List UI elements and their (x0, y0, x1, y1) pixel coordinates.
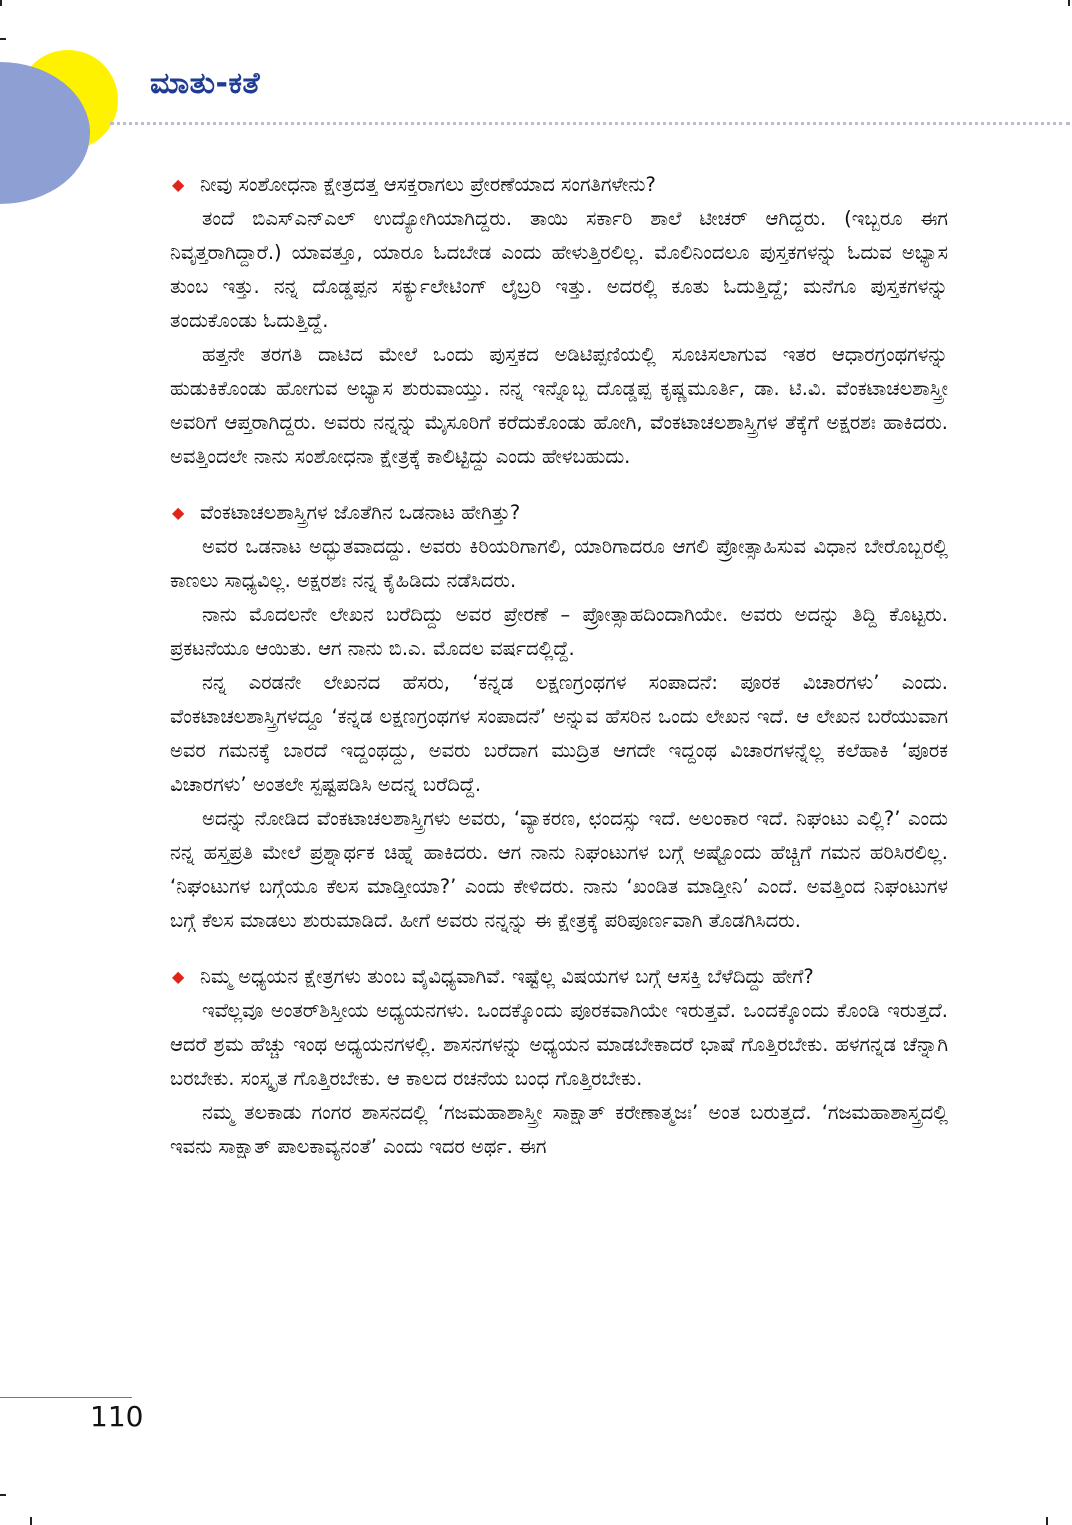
question-1 (170, 168, 948, 202)
qa-section-1 (170, 168, 948, 474)
qa-section-2 (170, 496, 948, 938)
answer-paragraph: ನನ್ನ ಎರಡನೇ ಲೇಖನದ ಹೆಸರು, ‘ಕನ್ನಡ ಲಕ್ಷಣಗ್ರಂಥಗಳ ಸಂಪಾದನೆ: ಪೂರಕ ವಿಚಾರಗಳು’ ಎಂದು. ವೆಂಕಟಾಚಲಶಾಸ್ತ್ರಿಗಳದ್ದೂ ‘ಕನ್ನಡ ಲಕ್ಷಣಗ್ರಂಥಗಳ ಸಂಪಾದನೆ’ ಅನ್ನುವ ಹೆಸರಿನ ಒಂದು ಲೇಖನ ಇದೆ. ಆ ಲೇಖನ ಬರೆಯುವಾಗ ಅವರ ಗಮನಕ್ಕೆ ಬಾರದೆ ಇದ್ದಂಥದ್ದು, ಅವರು ಬರೆದಾಗ ಮುದ್ರಿತ ಆಗದೇ ಇದ್ದಂಥ ವಿಚಾರಗಳನ್ನೆಲ್ಲ ಕಲೆಹಾಕಿ ‘ಪೂರಕ ವಿಚಾರಗಳು’ ಅಂತಲೇ ಸ್ಪಷ್ಟಪಡಿಸಿ ಅದನ್ನ ಬರೆದಿದ್ದೆ. (170, 671, 948, 796)
crop-mark-top-right (1068, 0, 1070, 6)
answer-paragraph: ಇವೆಲ್ಲವೂ ಅಂತರ್‌ಶಿಸ್ತೀಯ ಅಧ್ಯಯನಗಳು. ಒಂದಕ್ಕೊಂದು ಪೂರಕವಾಗಿಯೇ ಇರುತ್ತವೆ. ಒಂದಕ್ಕೊಂದು ಕೊಂಡಿ ಇರುತ್ತದೆ. ಆದರೆ ಶ್ರಮ ಹೆಚ್ಚು ಇಂಥ ಅಧ್ಯಯನಗಳಲ್ಲಿ. ಶಾಸನಗಳನ್ನು ಅಧ್ಯಯನ ಮಾಡಬೇಕಾದರೆ ಭಾಷೆ ಗೊತ್ತಿರಬೇಕು. ಹಳಗನ್ನಡ ಚೆನ್ನಾಗಿ ಬರಬೇಕು. ಸಂಸ್ಕೃತ ಗೊತ್ತಿರಬೇಕು. ಆ ಕಾಲದ ರಚನೆಯ ಬಂಧ ಗೊತ್ತಿರಬೇಕು. (170, 999, 948, 1090)
page-number-rule (0, 1397, 132, 1398)
question-3 (170, 960, 948, 994)
answer-paragraph: ಅವರ ಒಡನಾಟ ಅದ್ಭುತವಾದದ್ದು. ಅವರು ಕಿರಿಯರಿಗಾಗಲಿ, ಯಾರಿಗಾದರೂ ಆಗಲಿ ಪ್ರೋತ್ಸಾಹಿಸುವ ವಿಧಾನ ಬೇರೊಬ್ಬರಲ್ಲಿ ಕಾಣಲು ಸಾಧ್ಯವಿಲ್ಲ. ಅಕ್ಷರಶಃ ನನ್ನ ಕೈಹಿಡಿದು ನಡೆಸಿದರು. (170, 535, 948, 592)
red-diamond-bullet-icon: ◆ (172, 175, 185, 194)
answer-paragraph: ನಾನು ಮೊದಲನೇ ಲೇಖನ ಬರೆದಿದ್ದು ಅವರ ಪ್ರೇರಣೆ – ಪ್ರೋತ್ಸಾಹದಿಂದಾಗಿಯೇ. ಅವರು ಅದನ್ನು ತಿದ್ದಿ ಕೊಟ್ಟರು. ಪ್ರಕಟನೆಯೂ ಆಯಿತು. ಆಗ ನಾನು ಬಿ.ಎ. ಮೊದಲ ವರ್ಷದಲ್ಲಿದ್ದೆ. (170, 603, 948, 660)
crop-mark-bottom-left (30, 1517, 32, 1525)
red-diamond-bullet-icon: ◆ (172, 967, 185, 986)
answer-paragraph: ತಂದೆ ಬಿಎಸ್‌ಎನ್‌ಎಲ್ ಉದ್ಯೋಗಿಯಾಗಿದ್ದರು. ತಾಯಿ ಸರ್ಕಾರಿ ಶಾಲೆ ಟೀಚರ್ ಆಗಿದ್ದರು. (ಇಬ್ಬರೂ ಈಗ ನಿವೃತ್ತರಾಗಿದ್ದಾರೆ.) ಯಾವತ್ತೂ, ಯಾರೂ ಓದಬೇಡ ಎಂದು ಹೇಳುತ್ತಿರಲಿಲ್ಲ. ಮೊಲಿನಿಂದಲೂ ಪುಸ್ತಕಗಳನ್ನು ಓದುವ ಅಭ್ಯಾಸ ತುಂಬ ಇತ್ತು. ನನ್ನ ದೊಡ್ಡಪ್ಪನ ಸರ್ಕ್ಯುಲೇಟಿಂಗ್ ಲೈಬ್ರರಿ ಇತ್ತು. ಅದರಲ್ಲಿ ಕೂತು ಓದುತ್ತಿದ್ದೆ; ಮನೆಗೂ ಪುಸ್ತಕಗಳನ್ನು ತಂದುಕೊಂಡು ಓದುತ್ತಿದ್ದೆ. (170, 207, 948, 332)
question-2 (170, 496, 948, 530)
answer-paragraph: ನಮ್ಮ ತಲಕಾಡು ಗಂಗರ ಶಾಸನದಲ್ಲಿ ‘ಗಜಮಹಾಶಾಸ್ತ್ರೀ ಸಾಕ್ಷಾತ್ ಕರೇಣಾತ್ಮಜಃ’ ಅಂತ ಬರುತ್ತದೆ. ‘ಗಜಮಹಾಶಾಸ್ತ್ರದಲ್ಲಿ ಇವನು ಸಾಕ್ಷಾತ್ ಪಾಲಕಾವ್ಯನಂತೆ’ ಎಂದು ಇದರ ಅರ್ಥ. ಈಗ (170, 1101, 948, 1158)
crop-mark-left-lower (0, 1494, 6, 1496)
page-number: 110 (90, 1400, 144, 1433)
answer-paragraph: ಅದನ್ನು ನೋಡಿದ ವೆಂಕಟಾಚಲಶಾಸ್ತ್ರಿಗಳು ಅವರು, ‘ವ್ಯಾಕರಣ, ಛಂದಸ್ಸು ಇದೆ. ಅಲಂಕಾರ ಇದೆ. ನಿಘಂಟು ಎಲ್ಲಿ?’ ಎಂದು ನನ್ನ ಹಸ್ತಪ್ರತಿ ಮೇಲೆ ಪ್ರಶ್ನಾರ್ಥಕ ಚಿಹ್ನೆ ಹಾಕಿದರು. ಆಗ ನಾನು ನಿಘಂಟುಗಳ ಬಗ್ಗೆ ಅಷ್ಟೊಂದು ಹೆಚ್ಚಿಗೆ ಗಮನ ಹರಿಸಿರಲಿಲ್ಲ. ‘ನಿಘಂಟುಗಳ ಬಗ್ಗೆಯೂ ಕೆಲಸ ಮಾಡ್ತೀಯಾ?’ ಎಂದು ಕೇಳಿದರು. ನಾನು ‘ಖಂಡಿತ ಮಾಡ್ತೀನಿ’ ಎಂದೆ. ಅವತ್ತಿಂದ ನಿಘಂಟುಗಳ ಬಗ್ಗೆ ಕೆಲಸ ಮಾಡಲು ಶುರುಮಾಡಿದೆ. ಹೀಗೆ ಅವರು ನನ್ನನ್ನು ಈ ಕ್ಷೇತ್ರಕ್ಕೆ ಪರಿಪೂರ್ಣವಾಗಿ ತೊಡಗಿಸಿದರು. (170, 807, 948, 932)
crop-mark-bottom-right (1046, 1517, 1048, 1525)
header-dotted-divider (110, 122, 1070, 125)
crop-mark-left-upper (0, 38, 6, 40)
answer-paragraph: ಹತ್ತನೇ ತರಗತಿ ದಾಟಿದ ಮೇಲೆ ಒಂದು ಪುಸ್ತಕದ ಅಡಿಟಿಪ್ಪಣಿಯಲ್ಲಿ ಸೂಚಿಸಲಾಗುವ ಇತರ ಆಧಾರಗ್ರಂಥಗಳನ್ನು ಹುಡುಕಿಕೊಂಡು ಹೋಗುವ ಅಭ್ಯಾಸ ಶುರುವಾಯ್ತು. ನನ್ನ ಇನ್ನೊಬ್ಬ ದೊಡ್ಡಪ್ಪ ಕೃಷ್ಣಮೂರ್ತಿ, ಡಾ. ಟಿ.ವಿ. ವೆಂಕಟಾಚಲಶಾಸ್ತ್ರೀ ಅವರಿಗೆ ಆಪ್ತರಾಗಿದ್ದರು. ಅವರು ನನ್ನನ್ನು ಮೈಸೂರಿಗೆ ಕರೆದುಕೊಂಡು ಹೋಗಿ, ವೆಂಕಟಾಚಲಶಾಸ್ತ್ರಿಗಳ ತೆಕ್ಕೆಗೆ ಅಕ್ಷರಶಃ ಹಾಕಿದರು. ಅವತ್ತಿಂದಲೇ ನಾನು ಸಂಶೋಧನಾ ಕ್ಷೇತ್ರಕ್ಕೆ ಕಾಲಿಟ್ಟಿದ್ದು ಎಂದು ಹೇಳಬಹುದು. (170, 343, 948, 468)
question-text: ನೀವು ಸಂಶೋಧನಾ ಕ್ಷೇತ್ರದತ್ತ ಆಸಕ್ತರಾಗಲು ಪ್ರೇರಣೆಯಾದ ಸಂಗತಿಗಳೇನು? (200, 173, 656, 196)
crop-mark-top-left (0, 0, 2, 6)
qa-section-3 (170, 960, 948, 1164)
red-diamond-bullet-icon: ◆ (172, 503, 185, 522)
question-text: ವೆಂಕಟಾಚಲಶಾಸ್ತ್ರಿಗಳ ಜೊತೆಗಿನ ಒಡನಾಟ ಹೇಗಿತ್ತು? (200, 501, 521, 524)
question-text: ನಿಮ್ಮ ಅಧ್ಯಯನ ಕ್ಷೇತ್ರಗಳು ತುಂಬ ವೈವಿಧ್ಯವಾಗಿವೆ. ಇಷ್ಟೆಲ್ಲ ವಿಷಯಗಳ ಬಗ್ಗೆ ಆಸಕ್ತಿ ಬೆಳೆದಿದ್ದು ಹೇಗೆ? (200, 965, 814, 988)
page-title: ಮಾತು-ಕತೆ (150, 66, 261, 101)
interview-body (170, 168, 948, 1186)
